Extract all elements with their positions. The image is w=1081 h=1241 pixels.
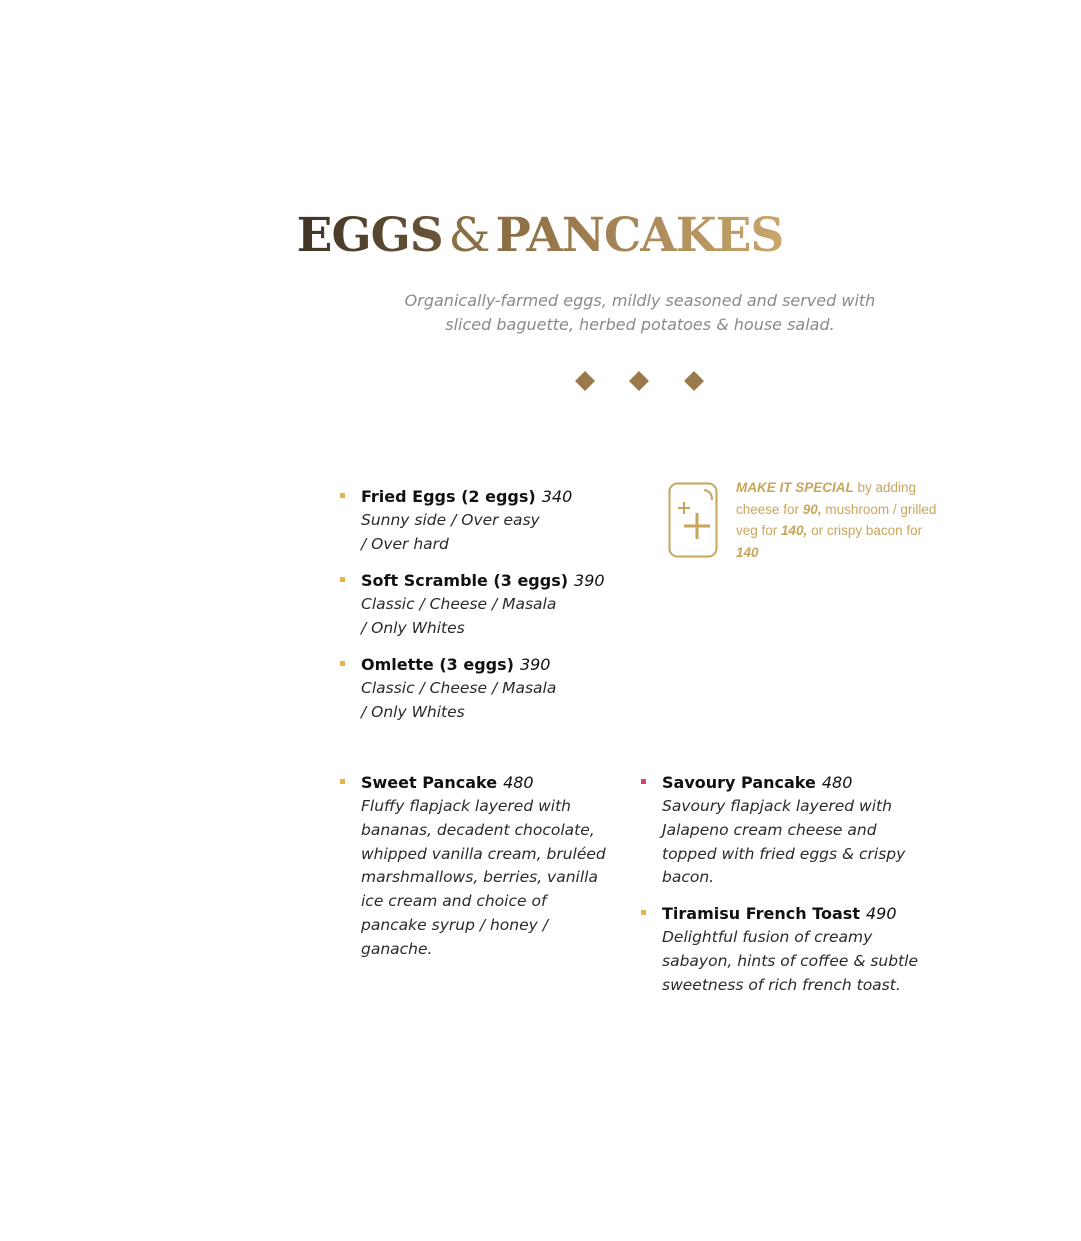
title-ampersand: & bbox=[448, 208, 490, 263]
menu-item bbox=[361, 653, 631, 725]
title-word-pancakes: PANCAKES bbox=[495, 208, 784, 263]
menu-item bbox=[662, 902, 932, 997]
item-price: 480 bbox=[821, 773, 853, 792]
item-price: 480 bbox=[503, 773, 534, 792]
make-it-special-note bbox=[736, 477, 946, 563]
bullet-icon bbox=[340, 493, 345, 498]
item-name-line bbox=[361, 771, 631, 795]
bullet-icon bbox=[340, 779, 345, 784]
diamond-icon bbox=[684, 371, 704, 391]
special-price-cheese: 90, bbox=[802, 501, 822, 517]
bullet-icon bbox=[641, 910, 646, 915]
item-name: Sweet Pancake bbox=[361, 773, 498, 792]
diamond-divider bbox=[573, 371, 708, 391]
item-description: Delightful fusion of creamy sabayon, hints of coffee & subtle sweetness of rich french toast. bbox=[662, 928, 919, 994]
menu-item bbox=[662, 771, 932, 890]
diamond-icon bbox=[575, 371, 595, 391]
special-lead: MAKE IT SPECIAL bbox=[736, 480, 854, 495]
item-name-line bbox=[361, 485, 631, 509]
item-price: 390 bbox=[574, 571, 605, 590]
special-text-1: by adding cheese for bbox=[736, 480, 917, 517]
special-price-mushroom: 140, bbox=[781, 523, 808, 538]
title-word-eggs: EGGS bbox=[296, 208, 443, 263]
subtitle-line-2: sliced baguette, herbed potatoes & house salad. bbox=[445, 315, 835, 334]
item-name-line bbox=[361, 653, 631, 677]
item-price: 490 bbox=[865, 904, 897, 923]
item-name: Savoury Pancake bbox=[662, 773, 816, 792]
item-name-line bbox=[361, 569, 631, 593]
item-description: Savoury flapjack layered with Jalapeno cream cheese and topped with fried eggs & crispy bacon. bbox=[662, 797, 906, 887]
diamond-icon bbox=[629, 371, 649, 391]
plus-add-icon bbox=[668, 482, 718, 558]
menu-item bbox=[361, 485, 631, 557]
special-text-3: or crispy bacon for bbox=[807, 523, 923, 538]
page-title bbox=[100, 206, 980, 266]
item-name-line bbox=[662, 771, 932, 795]
special-text-2: mushroom / grilled veg for bbox=[736, 501, 937, 538]
menu-item bbox=[361, 771, 631, 962]
bullet-icon bbox=[340, 661, 345, 666]
bullet-icon bbox=[340, 577, 345, 582]
page-subtitle bbox=[340, 289, 940, 337]
special-price-bacon: 140 bbox=[736, 544, 759, 560]
item-description: Fluffy flapjack layered with bananas, decadent chocolate, whipped vanilla cream, bruléed marshmallows, berries, vanilla ice cream and choice of pancake syrup / honey / ganache. bbox=[361, 797, 606, 958]
item-price: 340 bbox=[541, 487, 573, 506]
item-description: Classic / Cheese / Masala / Only Whites bbox=[361, 595, 557, 637]
item-description: Sunny side / Over easy / Over hard bbox=[361, 511, 540, 553]
menu-item bbox=[361, 569, 631, 641]
item-price: 390 bbox=[519, 655, 551, 674]
bullet-icon bbox=[641, 779, 646, 784]
item-name: Omlette (3 eggs) bbox=[361, 655, 514, 674]
item-name: Tiramisu French Toast bbox=[662, 904, 860, 923]
item-description: Classic / Cheese / Masala / Only Whites bbox=[361, 679, 557, 721]
item-name-line bbox=[662, 902, 932, 926]
subtitle-line-1: Organically-farmed eggs, mildly seasoned and served with bbox=[404, 291, 876, 310]
item-name: Fried Eggs (2 eggs) bbox=[361, 487, 536, 506]
item-name: Soft Scramble (3 eggs) bbox=[361, 571, 569, 590]
